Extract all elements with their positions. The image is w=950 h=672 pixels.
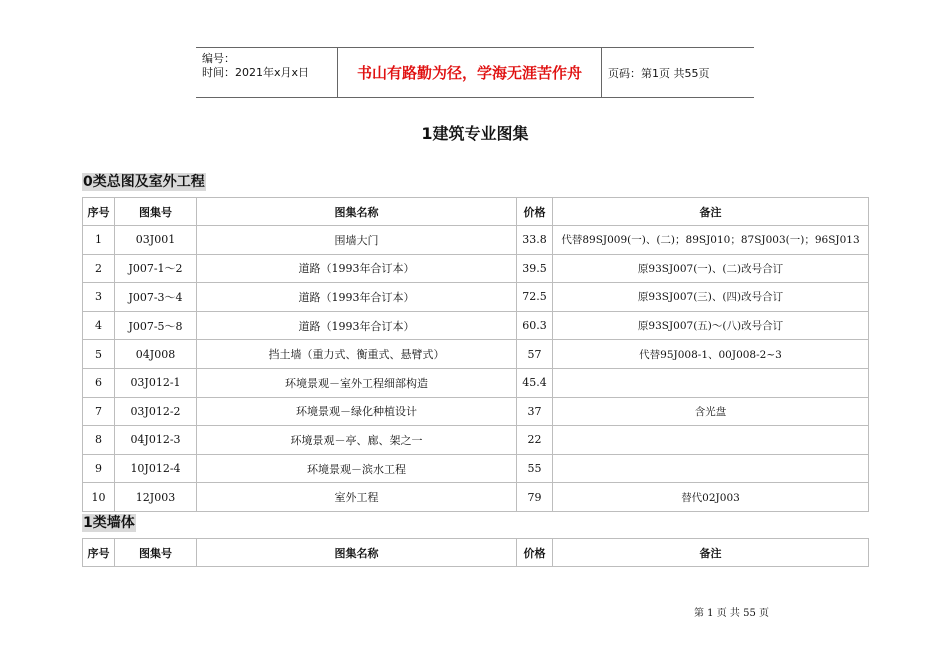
table-row — [83, 254, 869, 283]
cell-price: 39.5 — [517, 254, 553, 283]
table-row — [83, 368, 869, 397]
cell-index: 10 — [83, 483, 115, 512]
cell-remark — [553, 454, 869, 483]
col-header-code: 图集号 — [115, 539, 197, 567]
cell-price: 60.3 — [517, 311, 553, 340]
table-row — [83, 483, 869, 512]
table-row — [83, 226, 869, 255]
col-header-remark: 备注 — [553, 198, 869, 226]
table-header-row — [83, 539, 869, 567]
cell-index: 3 — [83, 283, 115, 312]
col-header-name: 图集名称 — [197, 198, 517, 226]
page-footer: 第 1 页 共 55 页 — [694, 608, 769, 619]
section-title-0: 0类总图及室外工程 — [83, 174, 205, 190]
cell-code: 10J012-4 — [115, 454, 197, 483]
table-row — [83, 311, 869, 340]
cell-price: 79 — [517, 483, 553, 512]
time-label: 时间：2021年x月x日 — [202, 66, 310, 79]
cell-name: 道路（1993年合订本） — [197, 254, 517, 283]
cell-code: 03J001 — [115, 226, 197, 255]
cell-index: 7 — [83, 397, 115, 426]
cell-remark: 代替89SJ009(一)、(二)；89SJ010；87SJ003(一)；96SJ013 — [553, 226, 869, 255]
document-title: 1建筑专业图集 — [421, 124, 529, 143]
table-row — [83, 454, 869, 483]
cell-name: 室外工程 — [197, 483, 517, 512]
table-row — [83, 340, 869, 369]
col-header-index: 序号 — [83, 539, 115, 567]
table-header-row — [83, 198, 869, 226]
col-header-remark: 备注 — [553, 539, 869, 567]
table-row — [83, 283, 869, 312]
table-row — [83, 397, 869, 426]
cell-price: 57 — [517, 340, 553, 369]
table-row — [83, 426, 869, 455]
cell-remark: 原93SJ007(三)、(四)改号合订 — [553, 283, 869, 312]
section-title-1: 1类墙体 — [83, 515, 135, 531]
code-label: 编号： — [202, 52, 235, 65]
cell-index: 9 — [83, 454, 115, 483]
motto: 书山有路勤为径，学海无涯苦作舟 — [338, 48, 602, 97]
cell-index: 1 — [83, 226, 115, 255]
cell-code: 04J012-3 — [115, 426, 197, 455]
cell-name: 围墙大门 — [197, 226, 517, 255]
cell-index: 6 — [83, 368, 115, 397]
header-meta — [196, 48, 338, 97]
cell-name: 环境景观－亭、廊、架之一 — [197, 426, 517, 455]
cell-price: 45.4 — [517, 368, 553, 397]
cell-remark — [553, 426, 869, 455]
col-header-name: 图集名称 — [197, 539, 517, 567]
cell-name: 道路（1993年合订本） — [197, 311, 517, 340]
cell-name: 环境景观－室外工程细部构造 — [197, 368, 517, 397]
cell-name: 环境景观－绿化种植设计 — [197, 397, 517, 426]
catalog-table-0 — [82, 197, 869, 512]
cell-name: 环境景观－滨水工程 — [197, 454, 517, 483]
page-label: 页码：第1页 共55页 — [608, 66, 710, 80]
cell-price: 55 — [517, 454, 553, 483]
col-header-price: 价格 — [517, 198, 553, 226]
cell-code: 12J003 — [115, 483, 197, 512]
cell-price: 22 — [517, 426, 553, 455]
cell-price: 37 — [517, 397, 553, 426]
table-body — [83, 226, 869, 512]
cell-code: 03J012-1 — [115, 368, 197, 397]
cell-code: 03J012-2 — [115, 397, 197, 426]
cell-index: 8 — [83, 426, 115, 455]
cell-index: 5 — [83, 340, 115, 369]
col-header-index: 序号 — [83, 198, 115, 226]
cell-index: 4 — [83, 311, 115, 340]
catalog-table-1 — [82, 538, 869, 567]
cell-name: 道路（1993年合订本） — [197, 283, 517, 312]
cell-code: J007-3～4 — [115, 283, 197, 312]
cell-code: J007-5～8 — [115, 311, 197, 340]
cell-remark: 替代02J003 — [553, 483, 869, 512]
cell-name: 挡土墙（重力式、衡重式、悬臂式） — [197, 340, 517, 369]
cell-remark: 代替95J008-1、00J008-2~3 — [553, 340, 869, 369]
cell-remark — [553, 368, 869, 397]
cell-code: J007-1～2 — [115, 254, 197, 283]
cell-price: 33.8 — [517, 226, 553, 255]
cell-code: 04J008 — [115, 340, 197, 369]
col-header-code: 图集号 — [115, 198, 197, 226]
col-header-price: 价格 — [517, 539, 553, 567]
cell-index: 2 — [83, 254, 115, 283]
page-header — [196, 47, 754, 98]
cell-price: 72.5 — [517, 283, 553, 312]
cell-remark: 原93SJ007(一)、(二)改号合订 — [553, 254, 869, 283]
cell-remark: 含光盘 — [553, 397, 869, 426]
cell-remark: 原93SJ007(五)～(八)改号合订 — [553, 311, 869, 340]
